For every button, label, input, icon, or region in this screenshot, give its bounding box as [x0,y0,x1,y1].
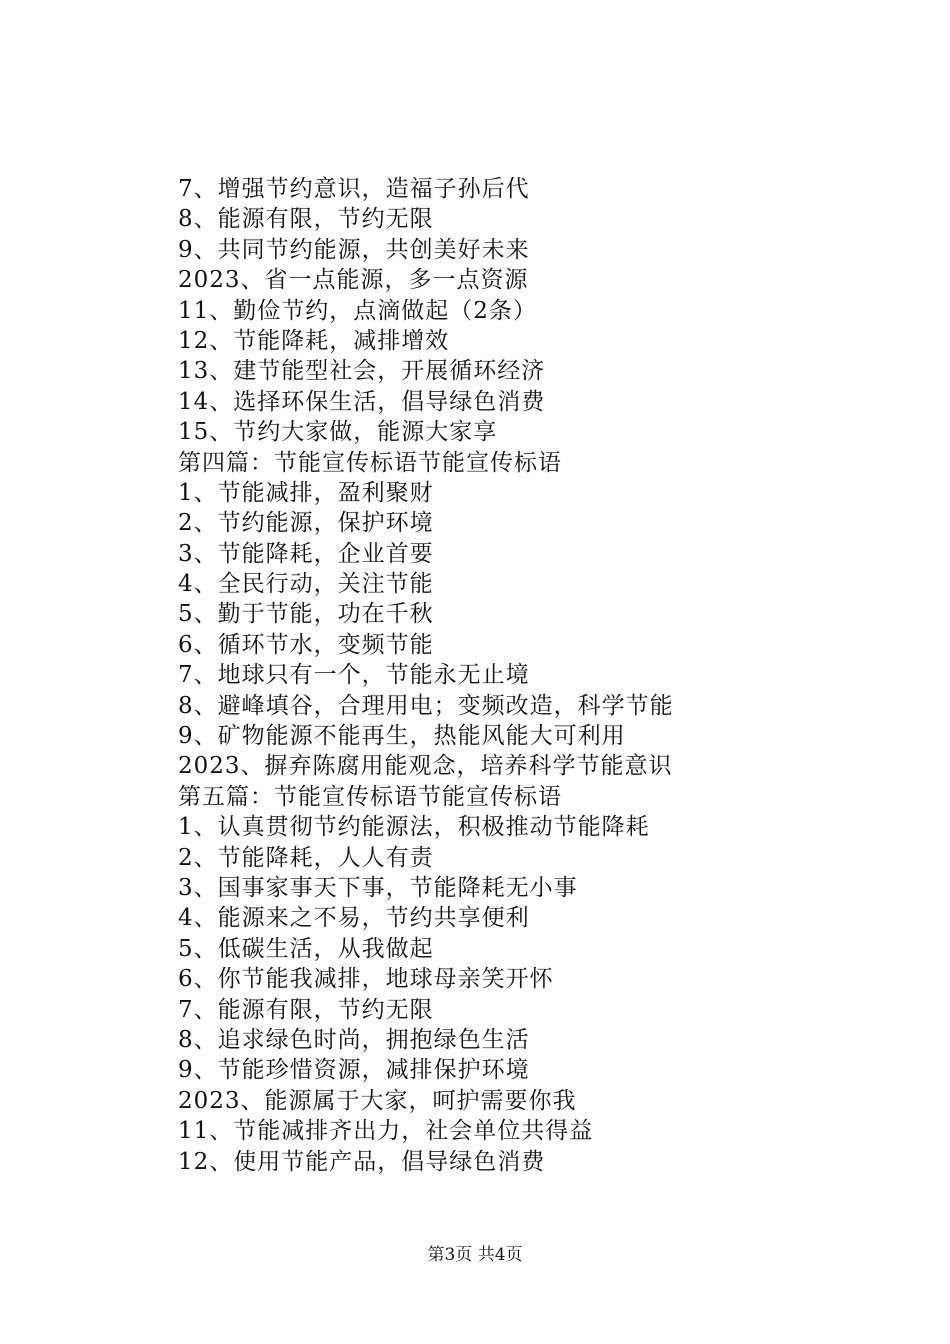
text-line: 11、节能减排齐出力，社会单位共得益 [178,1118,594,1145]
text-line: 8、追求绿色时尚，拥抱绿色生活 [178,1026,530,1053]
text-line: 15、节约大家做，能源大家享 [178,419,498,446]
text-line: 2、节能降耗，人人有责 [178,844,434,871]
text-line: 3、国事家事天下事，节能降耗无小事 [178,874,578,901]
text-line: 1、认真贯彻节约能源法，积极推动节能降耗 [178,814,650,841]
text-line: 14、选择环保生活，倡导绿色消费 [178,388,546,415]
text-line: 2023、省一点能源，多一点资源 [178,267,529,294]
text-line: 6、你节能我减排，地球母亲笑开怀 [178,966,554,993]
text-line: 3、节能降耗，企业首要 [178,540,434,567]
text-line: 2023、摒弃陈腐用能观念，培养科学节能意识 [178,753,673,780]
section-heading: 第五篇：节能宣传标语节能宣传标语 [178,783,562,810]
text-line: 9、矿物能源不能再生，热能风能大可利用 [178,723,626,750]
text-line: 12、使用节能产品，倡导绿色消费 [178,1148,546,1175]
text-line: 4、全民行动，关注节能 [178,571,434,598]
text-line: 6、循环节水，变频节能 [178,631,434,658]
text-line: 1、节能减排，盈利聚财 [178,479,434,506]
text-line: 2、节约能源，保护环境 [178,510,434,537]
text-line: 4、能源来之不易，节约共享便利 [178,905,530,932]
text-line: 2023、能源属于大家，呵护需要你我 [178,1087,577,1114]
text-line: 5、勤于节能，功在千秋 [178,601,434,628]
page-number-footer: 第3页 共4页 [427,1245,523,1265]
text-line: 12、节能降耗，减排增效 [178,327,450,354]
text-line: 8、能源有限，节约无限 [178,206,434,233]
text-line: 7、增强节约意识，造福子孙后代 [178,176,530,202]
text-line: 5、低碳生活，从我做起 [178,935,434,962]
text-line: 9、共同节约能源，共创美好未来 [178,236,530,263]
text-line: 8、避峰填谷，合理用电；变频改造，科学节能 [178,692,674,719]
text-line: 11、勤俭节约，点滴做起（2条） [178,297,537,324]
text-line: 7、能源有限，节约无限 [178,996,434,1023]
text-line: 13、建节能型社会，开展循环经济 [178,358,546,385]
text-line: 7、地球只有一个，节能永无止境 [178,662,530,689]
document-body [178,174,918,1177]
text-line: 9、节能珍惜资源，减排保护环境 [178,1057,530,1084]
section-heading: 第四篇：节能宣传标语节能宣传标语 [178,449,562,476]
